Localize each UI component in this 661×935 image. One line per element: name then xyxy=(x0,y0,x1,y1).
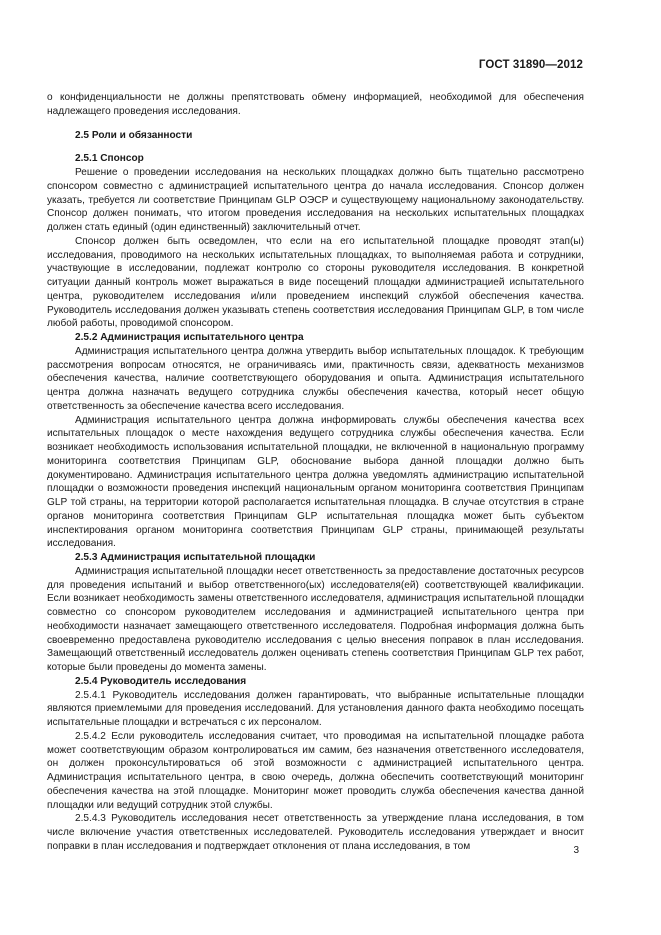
paragraph: 2.5.4.2 Если руководитель исследования считает, что проводимая на испытательной площадке работа может соответствующим образом контролироваться им самим, без назначения ответственного исследователя, он должен проконсультироваться об этой возможности с администрацией испытательного центра. Администрация испытательного центра, в свою очередь, должна обеспечить соответствующий мониторинг обеспечения качества на этой площадке. Мониторинг может проводить служба обеспечения качества данной площадки или ведущий сотрудник этой службы. xyxy=(47,730,584,811)
paragraph: Администрация испытательного центра должна информировать службы обеспечения качества всех испытательных площадок о месте нахождения ведущего сотрудника службы обеспечения качества. Если возникает необходимость использования испытательной площадки, не включенной в национальную программу мониторинга соответствия Принципам GLP, обоснование выбора данной площадки должно быть документировано. Администрация испытательного центра должна уведомлять администрацию испытательной площадки о возможности проведения инспекций национальным органом мониторинга соответствия Принципам GLP той страны, на территории которой располагается испытательная площадка. В случае отсутствия в стране органов мониторинга соответствия Принципам GLP испытательная площадка может быть субъектом инспектирования органом мониторинга соответствия Принципам GLP страны, принимающей результаты исследования. xyxy=(47,414,584,550)
section-heading-2-5-4: 2.5.4 Руководитель исследования xyxy=(75,675,247,687)
paragraph: 2.5.4.3 Руководитель исследования несет ответственность за утверждение плана исследования, в том числе включение участия ответственных исследователей. Руководитель исследования утверждает и вносит поправки в план исследования и подтверждает отклонения от плана исследования, в том xyxy=(47,813,584,852)
standard-number: ГОСТ 31890—2012 xyxy=(478,59,583,71)
paragraph: Решение о проведении исследования на нескольких площадках должно быть тщательно рассмотрено спонсором совместно с администрацией испытательного центра до начала исследования. Спонсор должен указать, требуется ли соответствие Принципам GLP ОЭСР и существующему национальному законодательству. Спонсор должен понимать, что итогом проведения исследования на нескольких испытательных площадках должен стать единый (один единственный) заключительный отчет. xyxy=(47,167,584,233)
section-heading-2-5: 2.5 Роли и обязанности xyxy=(75,129,193,141)
paragraph: о конфиденциальности не должны препятствовать обмену информацией, необходимой для обеспечения надлежащего проведения исследования. xyxy=(47,92,584,117)
paragraph: Администрация испытательного центра должна утвердить выбор испытательных площадок. К требующим рассмотрения вопросам относятся, не ограничиваясь ими, практичность связи, адекватность механизмов обеспечения качества, наличие соответствующего оборудования и опыта. Администрация испытательного центра должна назначать ведущего сотрудника службы обеспечения качества, который несет общую ответственность за обеспечение качества всего исследования. xyxy=(47,345,584,412)
paragraph: Спонсор должен быть осведомлен, что если на его испытательной площадке проводят этап(ы) исследования, проводимого на нескольких испытательных площадках, то выполняемая работа и сотрудники, участвующие в исследовании, подлежат контролю со стороны руководителя исследования. В конкретной ситуации данный контроль может выражаться в виде посещений площадки администрацией испытательного центра, руководителем исследования и/или проведением инспекций службой обеспечения качества. Руководитель исследования должен указывать степень соответствия исследования Принципам GLP, в том числе любой работы, проводимой спонсором. xyxy=(47,235,584,330)
section-heading-2-5-2: 2.5.2 Администрация испытательного центра xyxy=(75,332,304,343)
section-heading-2-5-3: 2.5.3 Администрация испытательной площадки xyxy=(75,552,316,563)
page-number: 3 xyxy=(573,845,579,856)
document-body xyxy=(47,91,584,854)
paragraph: 2.5.4.1 Руководитель исследования должен гарантировать, что выбранные испытательные площадки являются приемлемыми для проведения исследований. Для установления данного факта необходимо посещать испытательные площадки и встречаться с их персоналом. xyxy=(47,689,584,728)
section-heading-2-5-1: 2.5.1 Спонсор xyxy=(75,153,144,165)
paragraph: Администрация испытательной площадки несет ответственность за предоставление достаточных ресурсов для проведения испытаний и выбор ответственного(ых) исследователя(ей) соответствующей квалификации. Если возникает необходимость замены ответственного исследователя, администрация испытательной площадки совместно со спонсором руководителем исследования и администрацией испытательного центра при необходимости назначает замещающего ответственного исследователя. Подробная информация должна быть своевременно предоставлена руководителю исследования с целью внесения поправок в план исследования. Замещающий ответственный исследователь должен оценивать степень соответствия Принципам GLP тех работ, которые были проведены до момента замены. xyxy=(47,565,584,673)
